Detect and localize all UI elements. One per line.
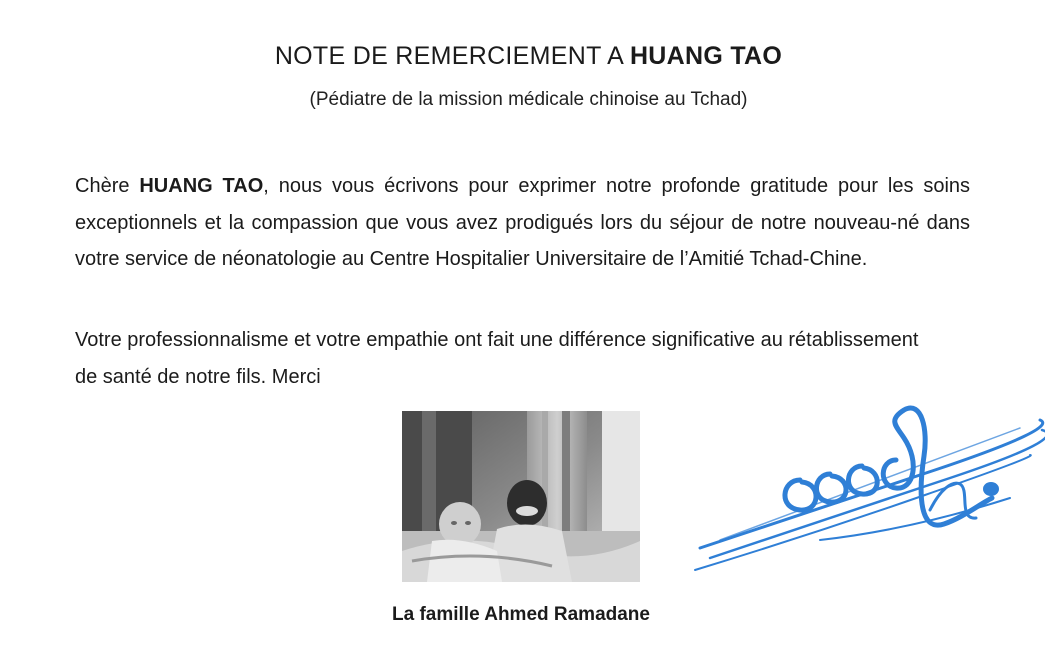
paragraph-thanks: Votre professionnalisme et votre empathie ont fait une différence significative au rétablissement de santé de notre fils. Merci [75, 329, 919, 388]
signature-line: La famille Ahmed Ramadane [392, 604, 650, 625]
handwritten-signature [690, 400, 1045, 590]
family-photo-image [402, 411, 640, 582]
salutation: Chère [75, 175, 140, 197]
note-title [0, 42, 1057, 71]
title-name: HUANG TAO [629, 42, 783, 70]
family-photo [402, 411, 640, 582]
gratitude-text: , nous vous écrivons pour exprimer notre profonde gratitude pour les soins exceptionnels et la compassion que vous avez prodigués lors du séjour de notre nouveau-né dans votre service de néonatologie au Centre Hospitalier Universitaire de l’Amitié Tchad-Chine. [75, 175, 971, 270]
title-prefix: NOTE DE REMERCIEMENT A [274, 42, 630, 70]
signature-image [690, 400, 1045, 590]
paragraph-gratitude [75, 168, 970, 278]
note-subtitle: (Pédiatre de la mission médicale chinoise au Tchad) [309, 89, 748, 110]
recipient-name: HUANG TAO [139, 175, 264, 197]
